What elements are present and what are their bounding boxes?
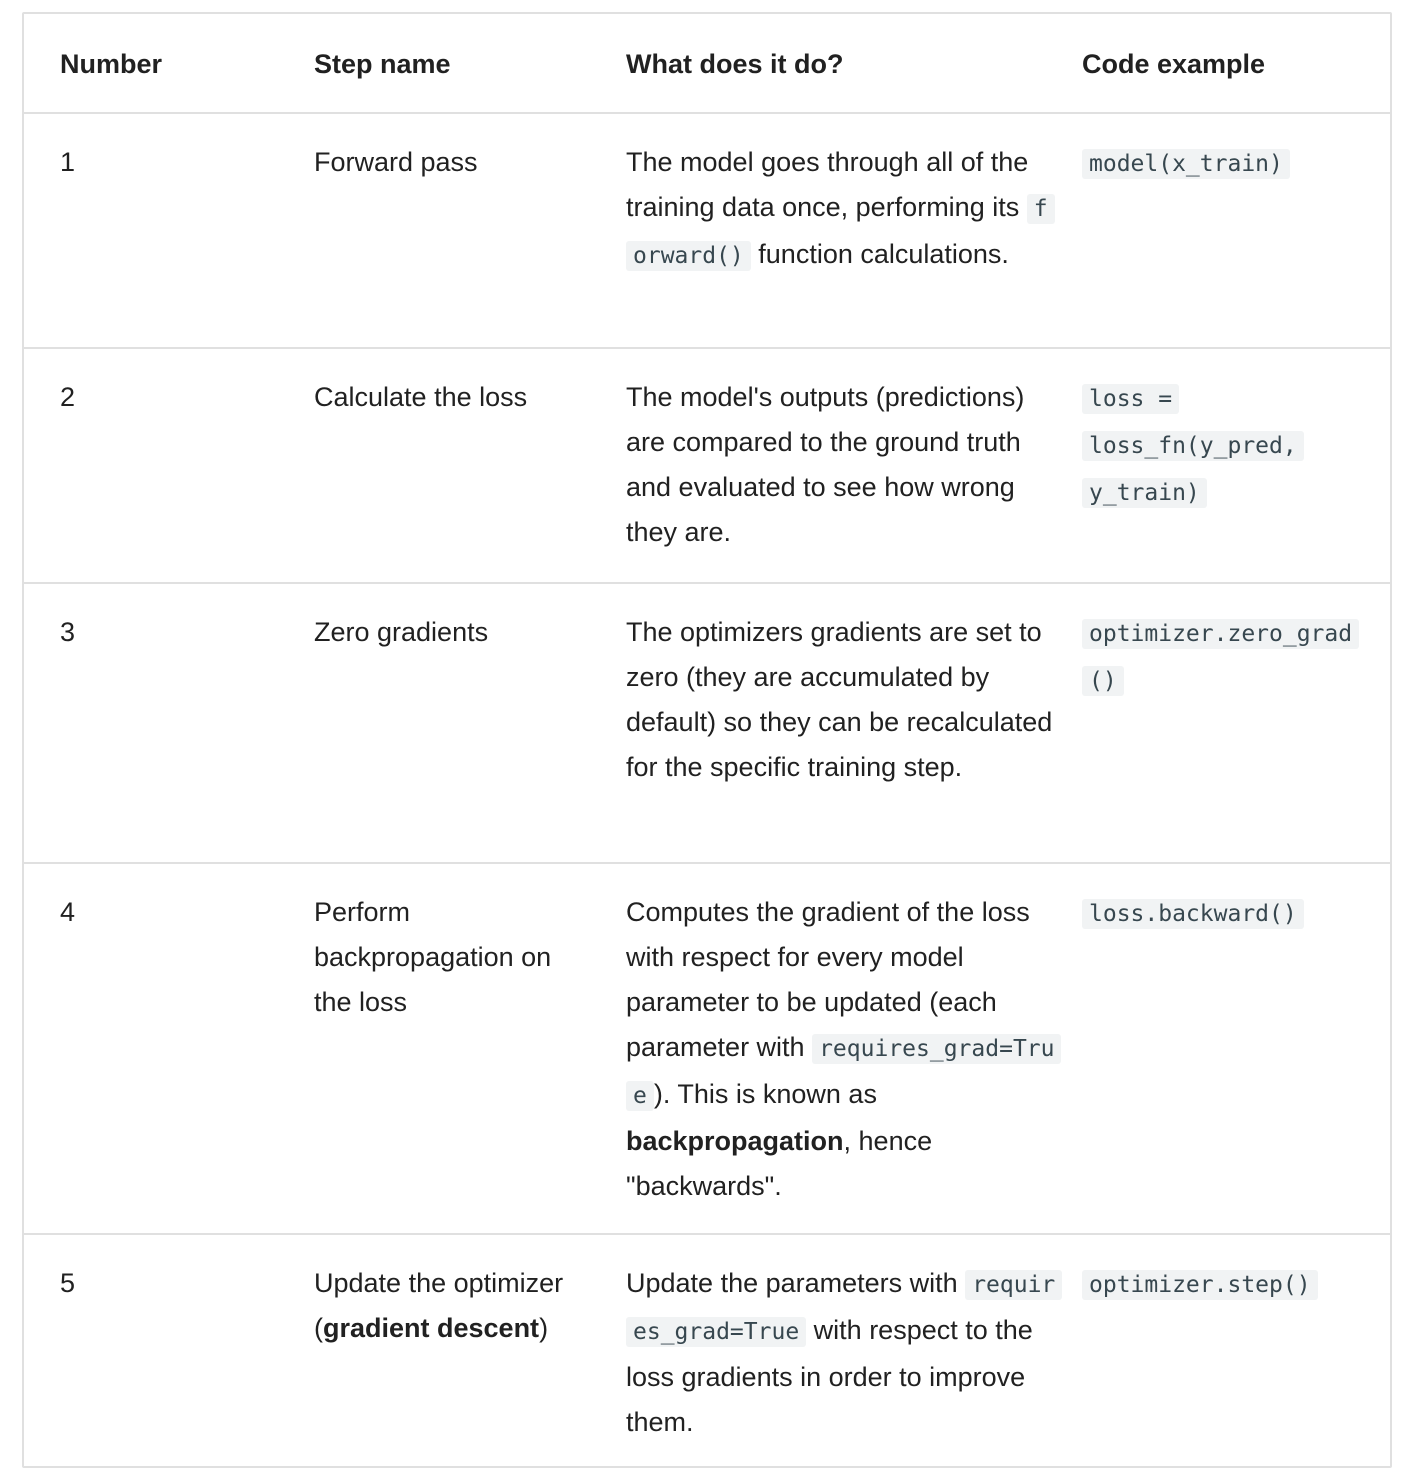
table-row — [24, 863, 1392, 1234]
step-bold-term: gradient descent — [323, 1313, 540, 1343]
step-text: ) — [539, 1313, 549, 1343]
header-code-example: Code example — [1082, 49, 1266, 79]
row-description: The model's outputs (predictions) are compared to the ground truth and evaluated to see how wrong they are. — [626, 382, 1025, 547]
code-snippet: optimizer.step() — [1082, 1270, 1318, 1300]
desc-text: , hence "backwards". — [626, 1126, 933, 1201]
step-text: Update the optimizer ( — [314, 1268, 564, 1343]
inline-code: forward() — [626, 194, 1055, 271]
desc-text: Computes the gradient of the loss with respect for every model parameter to be updated (each parameter with — [626, 897, 1030, 1062]
inline-code: requires_grad=True — [626, 1270, 1062, 1347]
table-header-row — [24, 14, 1392, 113]
row-code-example — [1082, 348, 1392, 583]
table-row — [24, 583, 1392, 863]
row-step-name: Calculate the loss — [314, 382, 528, 412]
row-step-name: Zero gradients — [314, 617, 489, 647]
row-description — [626, 113, 1082, 348]
row-number: 3 — [60, 617, 76, 647]
desc-text: The model goes through all of the training data once, performing its — [626, 147, 1029, 222]
table-row — [24, 113, 1392, 348]
table-row — [24, 1234, 1392, 1469]
row-number: 4 — [60, 897, 76, 927]
row-description — [626, 863, 1082, 1234]
header-what-does-it-do: What does it do? — [626, 49, 844, 79]
code-snippet: optimizer.zero_grad() — [1082, 619, 1359, 696]
row-code-example — [1082, 583, 1392, 863]
row-description: The optimizers gradients are set to zero (they are accumulated by default) so they can be recalculated for the specific training step. — [626, 617, 1053, 782]
row-step-name: Forward pass — [314, 147, 478, 177]
inline-code: requires_grad=True — [626, 1034, 1061, 1111]
code-snippet: model(x_train) — [1082, 149, 1290, 179]
row-number: 2 — [60, 382, 76, 412]
training-loop-steps-table — [22, 12, 1392, 1468]
header-step-name: Step name — [314, 49, 451, 79]
header-number: Number — [60, 49, 163, 79]
desc-bold-term: backpropagation — [626, 1126, 844, 1156]
row-code-example — [1082, 863, 1392, 1234]
row-description — [626, 1234, 1082, 1469]
row-number: 5 — [60, 1268, 76, 1298]
code-snippet: loss.backward() — [1082, 899, 1304, 929]
row-number: 1 — [60, 147, 76, 177]
row-code-example — [1082, 113, 1392, 348]
desc-text: with respect to the loss gradients in order to improve them. — [626, 1315, 1033, 1437]
code-snippet: loss = loss_fn(y_pred, y_train) — [1082, 384, 1304, 508]
table-row — [24, 348, 1392, 583]
desc-text: Update the parameters with — [626, 1268, 966, 1298]
steps-table — [24, 14, 1392, 1469]
row-step-name: Perform backpropagation on the loss — [314, 897, 552, 1017]
desc-text: function calculations. — [750, 239, 1009, 269]
row-code-example — [1082, 1234, 1392, 1469]
row-step-name — [314, 1234, 626, 1469]
desc-text: ). This is known as — [653, 1079, 877, 1109]
